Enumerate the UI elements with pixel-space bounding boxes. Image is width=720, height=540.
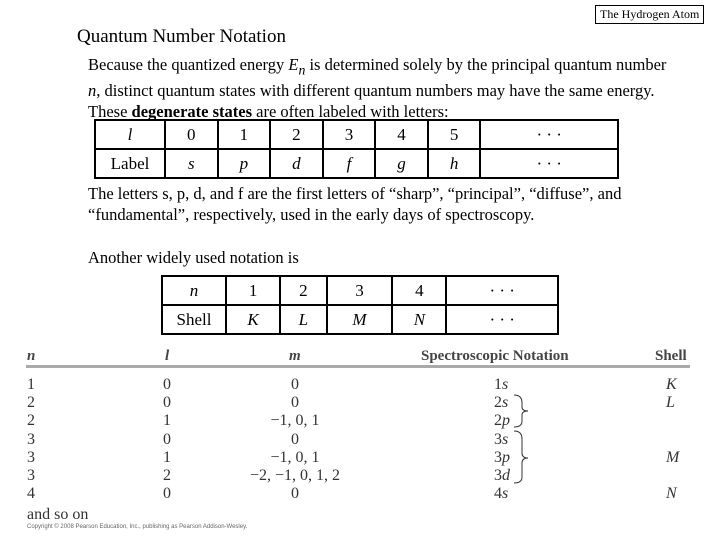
cell: l xyxy=(95,120,165,149)
cell: h xyxy=(428,149,481,178)
intro-paragraph xyxy=(88,54,678,122)
another-notation-text: Another widely used notation is xyxy=(88,248,299,267)
cell: d xyxy=(270,149,323,178)
shell-table xyxy=(161,275,559,335)
orbital-letter: s xyxy=(502,376,509,393)
energy-symbol: E xyxy=(288,55,299,74)
table-cell: 0 xyxy=(163,376,171,393)
text: is determined solely by the principal quantum number xyxy=(305,55,667,74)
text: Because the quantized energy xyxy=(88,55,289,74)
brace-l-icon xyxy=(514,395,528,427)
orbital-letter: p xyxy=(502,448,510,466)
cell: f xyxy=(323,149,376,178)
cell: · · · xyxy=(446,305,558,334)
cell: 1 xyxy=(218,120,271,149)
explanation-paragraph: The letters s, p, d, and f are the first letters of “sharp”, “principal”, “diffuse”, and “fundamental”, respectively, used in the early days of spectroscopy. xyxy=(88,184,622,224)
table-cell: 0 xyxy=(163,430,171,448)
cell: 1 xyxy=(226,276,280,305)
cell: 5 xyxy=(428,120,481,149)
table-cell: 1s xyxy=(494,376,509,393)
table-cell: 0 xyxy=(163,394,171,412)
n-symbol: n xyxy=(88,81,97,101)
header-m: m xyxy=(289,348,301,364)
table-cell: 1 xyxy=(27,376,35,393)
page-title: Quantum Number Notation xyxy=(77,26,286,47)
header-rule xyxy=(26,365,690,368)
energy-subscript: n xyxy=(298,62,306,78)
quantum-states-table xyxy=(0,340,720,540)
table-cell: 3p xyxy=(494,448,510,466)
table-cell: 2 xyxy=(27,412,35,430)
orbital-letter: d xyxy=(502,467,510,484)
table-cell: K xyxy=(666,376,677,393)
cell: 3 xyxy=(323,120,376,149)
degenerate-states-term: degenerate states xyxy=(131,102,253,122)
brace-icons xyxy=(510,393,540,503)
table-cell: 1 xyxy=(163,448,171,466)
cell: n xyxy=(162,276,226,305)
table-cell: 3d xyxy=(494,467,510,484)
cell: 4 xyxy=(375,120,428,149)
table-cell: 3 xyxy=(27,448,35,466)
cell: 2 xyxy=(270,120,323,149)
table-cell: L xyxy=(666,394,675,412)
section-badge: The Hydrogen Atom xyxy=(595,5,704,24)
and-so-on: and so on xyxy=(27,506,89,523)
cell: · · · xyxy=(480,120,618,149)
cell: Label xyxy=(95,149,165,178)
cell: K xyxy=(226,305,280,334)
text: are often labeled with letters: xyxy=(252,102,449,122)
table-cell: 0 xyxy=(291,394,299,412)
orbital-letter: p xyxy=(502,412,510,430)
table-cell: 3 xyxy=(27,467,35,484)
table-cell: 1 xyxy=(163,412,171,430)
cell: Shell xyxy=(162,305,226,334)
cell: 4 xyxy=(392,276,446,305)
orbital-letter: s xyxy=(502,485,509,503)
cell: 0 xyxy=(165,120,218,149)
header-l: l xyxy=(165,348,170,364)
header-spectroscopic: Spectroscopic Notation xyxy=(421,348,569,364)
cell: 3 xyxy=(327,276,393,305)
table-cell: 2s xyxy=(494,394,509,412)
brace-m-icon xyxy=(514,431,528,483)
table-cell: 2 xyxy=(163,467,171,484)
orbital-letter: s xyxy=(502,430,509,448)
table-cell: 3s xyxy=(494,430,509,448)
cell: 2 xyxy=(280,276,327,305)
table-cell: 0 xyxy=(291,430,299,448)
cell: p xyxy=(218,149,271,178)
orbital-letter: s xyxy=(502,394,509,412)
cell: N xyxy=(392,305,446,334)
table-cell: M xyxy=(666,448,680,466)
table-cell: 0 xyxy=(291,376,299,393)
l-label-table xyxy=(94,119,619,179)
table-cell: 0 xyxy=(163,485,171,503)
header-n: n xyxy=(27,348,36,364)
table-cell: 4 xyxy=(27,485,35,503)
table-cell: N xyxy=(666,485,677,503)
table-cell: −1, 0, 1 xyxy=(270,448,320,466)
copyright: Copyright © 2008 Pearson Education, Inc., publishing as Pearson Addison-Wesley. xyxy=(27,524,248,530)
cell: M xyxy=(327,305,393,334)
table-cell: 3 xyxy=(27,430,35,448)
cell: g xyxy=(375,149,428,178)
table-cell: −1, 0, 1 xyxy=(270,412,320,430)
table-cell: −2, −1, 0, 1, 2 xyxy=(249,467,341,484)
cell: · · · xyxy=(446,276,558,305)
table-cell: 2 xyxy=(27,394,35,412)
header-shell: Shell xyxy=(655,348,687,364)
table-cell: 0 xyxy=(291,485,299,503)
table-cell: 2p xyxy=(494,412,510,430)
text: , distinct quantum states with different quantum numbers may have the same energy. These xyxy=(88,81,655,122)
cell: · · · xyxy=(480,149,618,178)
cell: s xyxy=(165,149,218,178)
cell: L xyxy=(280,305,327,334)
table-cell: 4s xyxy=(494,485,509,503)
